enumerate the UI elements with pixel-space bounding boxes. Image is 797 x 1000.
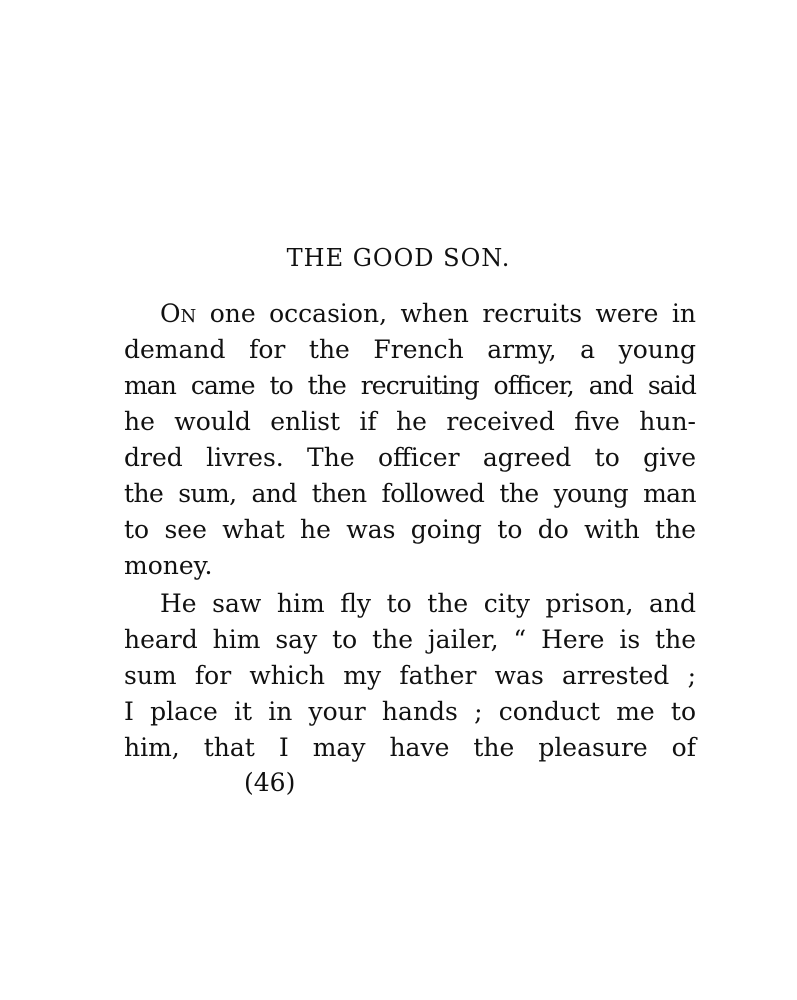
- paragraph-2: [124, 586, 696, 766]
- text-line: I place it in your hands ; conduct me to: [124, 697, 696, 726]
- page-number: (46): [244, 768, 296, 797]
- text-line: demand for the French army, a young: [124, 335, 696, 364]
- text-line: to see what he was going to do with the: [124, 515, 696, 544]
- text-line: He saw him fly to the city prison, and: [160, 589, 696, 618]
- text-line: sum for which my father was arrested ;: [124, 661, 696, 690]
- text-line: On one occasion, when recruits were in: [160, 299, 696, 328]
- text-line: dred livres. The officer agreed to give: [124, 443, 696, 472]
- text-line: him, that I may have the pleasure of: [124, 733, 696, 762]
- text-line: the sum, and then followed the young man: [124, 479, 696, 508]
- text-line: heard him say to the jailer, “ Here is the: [124, 625, 696, 654]
- paragraph-1: [124, 296, 696, 584]
- opening-small-caps: On: [160, 299, 197, 328]
- text-line: money.: [124, 551, 213, 580]
- text-line: man came to the recruiting officer, and said: [124, 371, 696, 400]
- chapter-title: THE GOOD SON.: [286, 244, 511, 272]
- text-line: he would enlist if he received five hun-: [124, 407, 696, 436]
